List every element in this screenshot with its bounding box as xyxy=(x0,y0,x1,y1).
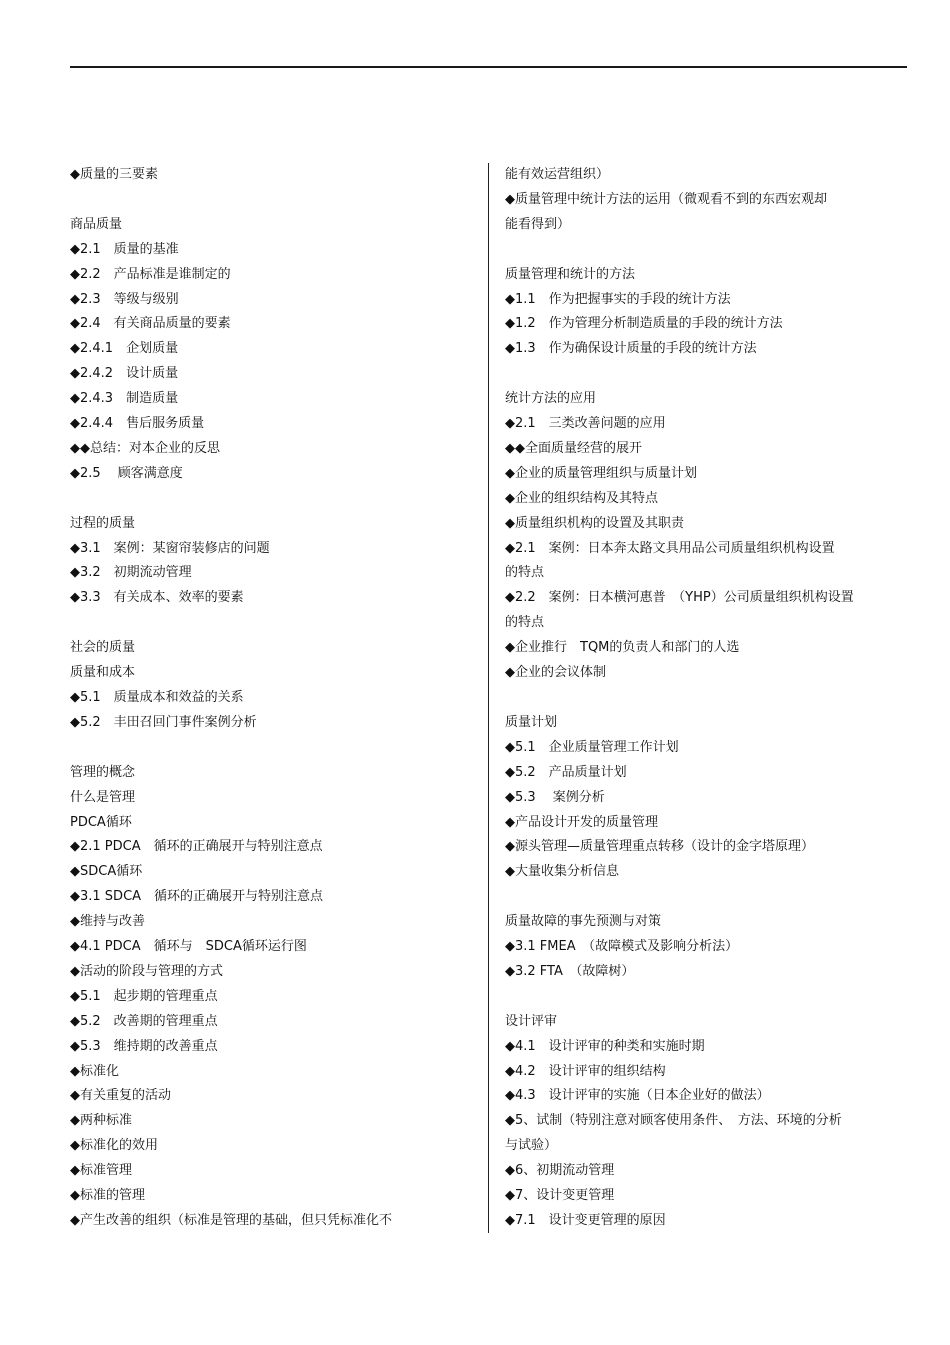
outline-item: ◆产生改善的组织（标准是管理的基础，但只凭标准化不 xyxy=(70,1213,392,1228)
section-heading: 过程的质量 xyxy=(70,515,136,531)
outline-item: ◆企业推行 TQM的负责人和部门的人选 xyxy=(505,640,740,656)
outline-item: ◆4.1 设计评审的种类和实施时期 xyxy=(505,1038,705,1054)
blank-line xyxy=(505,985,905,1010)
blank-line xyxy=(505,686,905,711)
outline-item: ◆产品设计开发的质量管理 xyxy=(505,814,658,830)
section-heading: 社会的质量 xyxy=(70,640,136,656)
outline-item: ◆2.1 三类改善问题的应用 xyxy=(505,416,666,432)
section-heading: 统计方法的应用 xyxy=(505,391,597,407)
right-column xyxy=(505,163,905,1234)
outline-item: ◆2.4.3 制造质量 xyxy=(70,391,179,407)
section-heading: PDCA循环 xyxy=(70,814,132,830)
outline-item: ◆维持与改善 xyxy=(70,914,145,930)
section-heading: 能看得到） xyxy=(505,216,571,232)
outline-item: ◆2.4 有关商品质量的要素 xyxy=(70,316,231,332)
outline-item: ◆6、初期流动管理 xyxy=(505,1163,615,1179)
section-heading: 商品质量 xyxy=(70,216,123,232)
outline-item: ◆企业的组织结构及其特点 xyxy=(505,490,658,506)
outline-item: ◆5.1 起步期的管理重点 xyxy=(70,988,218,1004)
outline-item: ◆2.1 质量的基准 xyxy=(70,241,179,257)
outline-item: ◆1.1 作为把握事实的手段的统计方法 xyxy=(505,291,731,307)
outline-item: ◆5.2 产品质量计划 xyxy=(505,764,627,780)
blank-line xyxy=(505,238,905,263)
outline-item: ◆2.5 顾客满意度 xyxy=(70,465,183,481)
outline-item: ◆5.2 改善期的管理重点 xyxy=(70,1013,218,1029)
outline-item: ◆标准管理 xyxy=(70,1163,132,1179)
outline-item: ◆两种标准 xyxy=(70,1113,132,1129)
blank-line xyxy=(505,362,905,387)
outline-item: ◆7、设计变更管理 xyxy=(505,1188,615,1204)
blank-line xyxy=(505,885,905,910)
section-heading: 质量故障的事先预测与对策 xyxy=(505,914,662,930)
section-heading: 能有效运营组织） xyxy=(505,167,610,182)
section-heading: 与试验） xyxy=(505,1138,558,1154)
outline-item: ◆企业的会议体制 xyxy=(505,665,606,681)
outline-item: ◆5.2 丰田召回门事件案例分析 xyxy=(70,714,257,730)
outline-item: ◆2.3 等级与级别 xyxy=(70,291,179,307)
outline-item: ◆◆总结：对本企业的反思 xyxy=(70,440,220,456)
outline-item: ◆◆全面质量经营的展开 xyxy=(505,440,642,456)
section-heading: 质量和成本 xyxy=(70,665,136,681)
outline-item: ◆2.1 PDCA 循环的正确展开与特别注意点 xyxy=(70,839,323,855)
outline-item: ◆质量管理中统计方法的运用（微观看不到的东西宏观却 xyxy=(505,191,827,207)
outline-item: ◆5.1 质量成本和效益的关系 xyxy=(70,689,244,705)
outline-item: ◆源头管理—质量管理重点转移（设计的金字塔原理） xyxy=(505,839,814,855)
blank-line xyxy=(70,188,480,213)
outline-item: ◆2.4.1 企划质量 xyxy=(70,341,179,357)
outline-item: ◆4.2 设计评审的组织结构 xyxy=(505,1063,666,1079)
blank-line xyxy=(70,487,480,512)
blank-line xyxy=(70,736,480,761)
outline-item: ◆有关重复的活动 xyxy=(70,1088,171,1104)
outline-item: ◆2.2 产品标准是谁制定的 xyxy=(70,266,231,282)
outline-item: ◆标准化的效用 xyxy=(70,1138,158,1154)
outline-item: ◆标准的管理 xyxy=(70,1188,145,1204)
outline-item: ◆2.4.2 设计质量 xyxy=(70,366,179,382)
outline-item: ◆3.3 有关成本、效率的要素 xyxy=(70,590,244,606)
outline-item: ◆3.1 案例：某窗帘装修店的问题 xyxy=(70,540,270,556)
outline-item: ◆2.1 案例：日本奔太路文具用品公司质量组织机构设置 xyxy=(505,540,835,556)
outline-item: ◆3.1 FMEA （故障模式及影响分析法） xyxy=(505,939,739,955)
outline-item: ◆3.2 FTA （故障树） xyxy=(505,963,635,979)
outline-item: ◆活动的阶段与管理的方式 xyxy=(70,963,223,979)
outline-item: ◆质量的三要素 xyxy=(70,167,158,182)
outline-item: ◆4.1 PDCA 循环与 SDCA循环运行图 xyxy=(70,939,307,955)
section-heading: 的特点 xyxy=(505,565,545,581)
outline-item: ◆1.2 作为管理分析制造质量的手段的统计方法 xyxy=(505,316,783,332)
blank-line xyxy=(70,611,480,636)
section-heading: 什么是管理 xyxy=(70,789,136,805)
outline-item: ◆5.1 企业质量管理工作计划 xyxy=(505,739,679,755)
left-column xyxy=(70,163,480,1234)
outline-item: ◆5.3 维持期的改善重点 xyxy=(70,1038,218,1054)
outline-item: ◆大量收集分析信息 xyxy=(505,864,619,880)
outline-item: ◆7.1 设计变更管理的原因 xyxy=(505,1212,666,1228)
header-rule xyxy=(70,66,907,68)
section-heading: 设计评审 xyxy=(505,1013,558,1029)
outline-item: ◆5.3 案例分析 xyxy=(505,789,605,805)
outline-item: ◆3.2 初期流动管理 xyxy=(70,565,192,581)
column-divider xyxy=(488,163,489,1233)
outline-item: ◆质量组织机构的设置及其职责 xyxy=(505,515,684,531)
outline-item: ◆标准化 xyxy=(70,1063,119,1079)
outline-item: ◆5、试制（特别注意对顾客使用条件、 方法、环境的分析 xyxy=(505,1113,842,1129)
outline-item: ◆1.3 作为确保设计质量的手段的统计方法 xyxy=(505,341,757,357)
section-heading: 质量管理和统计的方法 xyxy=(505,266,636,282)
section-heading: 质量计划 xyxy=(505,714,558,730)
outline-item: ◆企业的质量管理组织与质量计划 xyxy=(505,465,697,481)
section-heading: 的特点 xyxy=(505,615,545,631)
outline-item: ◆2.4.4 售后服务质量 xyxy=(70,416,205,432)
outline-item: ◆4.3 设计评审的实施（日本企业好的做法） xyxy=(505,1088,770,1104)
section-heading: 管理的概念 xyxy=(70,764,136,780)
outline-item: ◆SDCA循环 xyxy=(70,864,143,880)
outline-item: ◆2.2 案例：日本横河惠普 （YHP）公司质量组织机构设置 xyxy=(505,590,854,606)
outline-item: ◆3.1 SDCA 循环的正确展开与特别注意点 xyxy=(70,889,324,905)
